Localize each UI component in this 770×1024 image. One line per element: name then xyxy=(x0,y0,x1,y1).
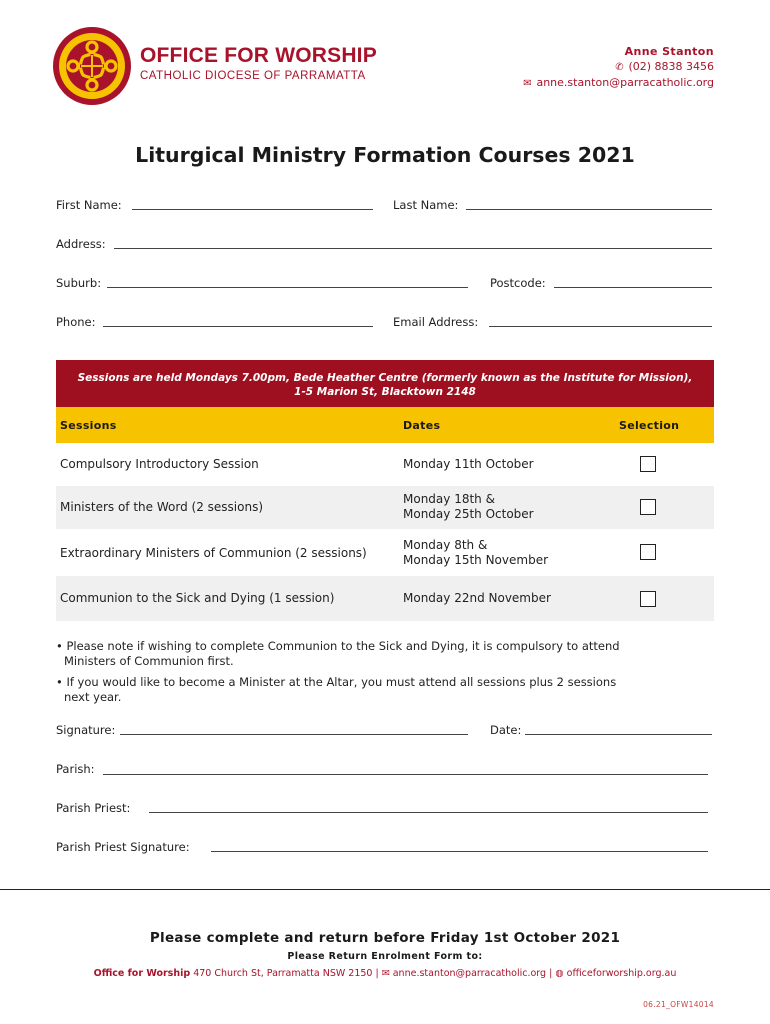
org-subtitle: CATHOLIC DIOCESE OF PARRAMATTA xyxy=(140,70,366,82)
parish-field[interactable] xyxy=(103,774,708,775)
parish-priest-signature-label: Parish Priest Signature: xyxy=(56,840,190,854)
office-for-worship-logo xyxy=(52,26,132,106)
footer-contact-line xyxy=(0,968,770,979)
footer-office: Office for Worship xyxy=(93,968,191,979)
note-1-line-1: • Please note if wishing to complete Communion to the Sick and Dying, it is compulsory to attend xyxy=(56,639,620,653)
session-name: Compulsory Introductory Session xyxy=(60,457,259,471)
first-name-field[interactable] xyxy=(132,209,373,210)
contact-name: Anne Stanton xyxy=(624,45,714,58)
session-date-line1: Monday 8th & xyxy=(403,538,488,552)
table-row xyxy=(56,443,714,486)
envelope-icon: ✉ xyxy=(381,968,390,979)
selection-checkbox[interactable] xyxy=(640,591,656,607)
col-dates: Dates xyxy=(403,419,441,432)
col-sessions: Sessions xyxy=(60,419,117,432)
session-date: Monday 22nd November xyxy=(403,591,551,605)
suburb-field[interactable] xyxy=(107,287,468,288)
postcode-field[interactable] xyxy=(554,287,712,288)
session-date-line1: Monday 18th & xyxy=(403,492,495,506)
session-name: Extraordinary Ministers of Communion (2 sessions) xyxy=(60,546,367,560)
session-date-line2: Monday 25th October xyxy=(403,507,534,521)
table-header xyxy=(56,407,714,443)
banner-line-1: Sessions are held Mondays 7.00pm, Bede Heather Centre (formerly known as the Institute for Mission), xyxy=(77,372,693,384)
session-date xyxy=(403,492,534,522)
page-title: Liturgical Ministry Formation Courses 2021 xyxy=(135,143,635,167)
banner-line-2: 1-5 Marion St, Blacktown 2148 xyxy=(294,386,476,398)
last-name-field[interactable] xyxy=(466,209,712,210)
globe-icon: ◍ xyxy=(555,968,564,979)
signature-label: Signature: xyxy=(56,723,116,737)
contact-phone: (02) 8838 3456 xyxy=(628,60,714,73)
session-name: Ministers of the Word (2 sessions) xyxy=(60,500,263,514)
footer-subtitle: Please Return Enrolment Form to: xyxy=(287,951,483,962)
session-date: Monday 11th October xyxy=(403,457,534,471)
postcode-label: Postcode: xyxy=(490,276,546,290)
parish-priest-label: Parish Priest: xyxy=(56,801,131,815)
envelope-icon: ✉ xyxy=(523,78,532,89)
document-code: 06.21_OFW14014 xyxy=(643,1000,714,1009)
phone-label: Phone: xyxy=(56,315,96,329)
footer-email[interactable]: anne.stanton@parracatholic.org xyxy=(392,968,547,979)
note-minister-altar xyxy=(56,675,696,705)
date-field[interactable] xyxy=(525,734,712,735)
session-name: Communion to the Sick and Dying (1 session) xyxy=(60,591,335,605)
org-name: OFFICE FOR WORSHIP xyxy=(140,44,377,67)
date-label: Date: xyxy=(490,723,522,737)
signature-field[interactable] xyxy=(120,734,468,735)
contact-email[interactable]: anne.stanton@parracatholic.org xyxy=(536,76,714,89)
selection-checkbox[interactable] xyxy=(640,456,656,472)
phone-field[interactable] xyxy=(103,326,373,327)
col-selection: Selection xyxy=(619,419,680,432)
session-date xyxy=(403,538,548,568)
footer-title: Please complete and return before Friday 1st October 2021 xyxy=(149,930,621,946)
first-name-label: First Name: xyxy=(56,198,122,212)
last-name-label: Last Name: xyxy=(393,198,459,212)
table-row xyxy=(56,486,714,529)
email-address-field[interactable] xyxy=(489,326,712,327)
table-row xyxy=(56,576,714,621)
email-address-label: Email Address: xyxy=(393,315,479,329)
phone-icon: ✆ xyxy=(615,62,624,73)
footer-divider xyxy=(0,889,770,890)
sessions-banner xyxy=(56,360,714,407)
note-2-line-1: • If you would like to become a Minister at the Altar, you must attend all sessions plus 2 sessions xyxy=(56,675,617,689)
footer-separator: | xyxy=(549,968,553,979)
session-date-line2: Monday 15th November xyxy=(403,553,549,567)
footer-website[interactable]: officeforworship.org.au xyxy=(566,968,677,979)
contact-block xyxy=(521,44,714,91)
note-2-line-2: next year. xyxy=(64,690,122,704)
selection-checkbox[interactable] xyxy=(640,499,656,515)
selection-checkbox[interactable] xyxy=(640,544,656,560)
note-communion-sick xyxy=(56,639,696,669)
note-1-line-2: Ministers of Communion first. xyxy=(64,654,234,668)
footer-separator: | xyxy=(375,968,379,979)
parish-priest-signature-field[interactable] xyxy=(211,851,708,852)
table-row xyxy=(56,529,714,576)
footer-address: 470 Church St, Parramatta NSW 2150 xyxy=(193,968,373,979)
suburb-label: Suburb: xyxy=(56,276,102,290)
parish-priest-field[interactable] xyxy=(149,812,708,813)
address-label: Address: xyxy=(56,237,106,251)
parish-label: Parish: xyxy=(56,762,95,776)
address-field[interactable] xyxy=(114,248,712,249)
